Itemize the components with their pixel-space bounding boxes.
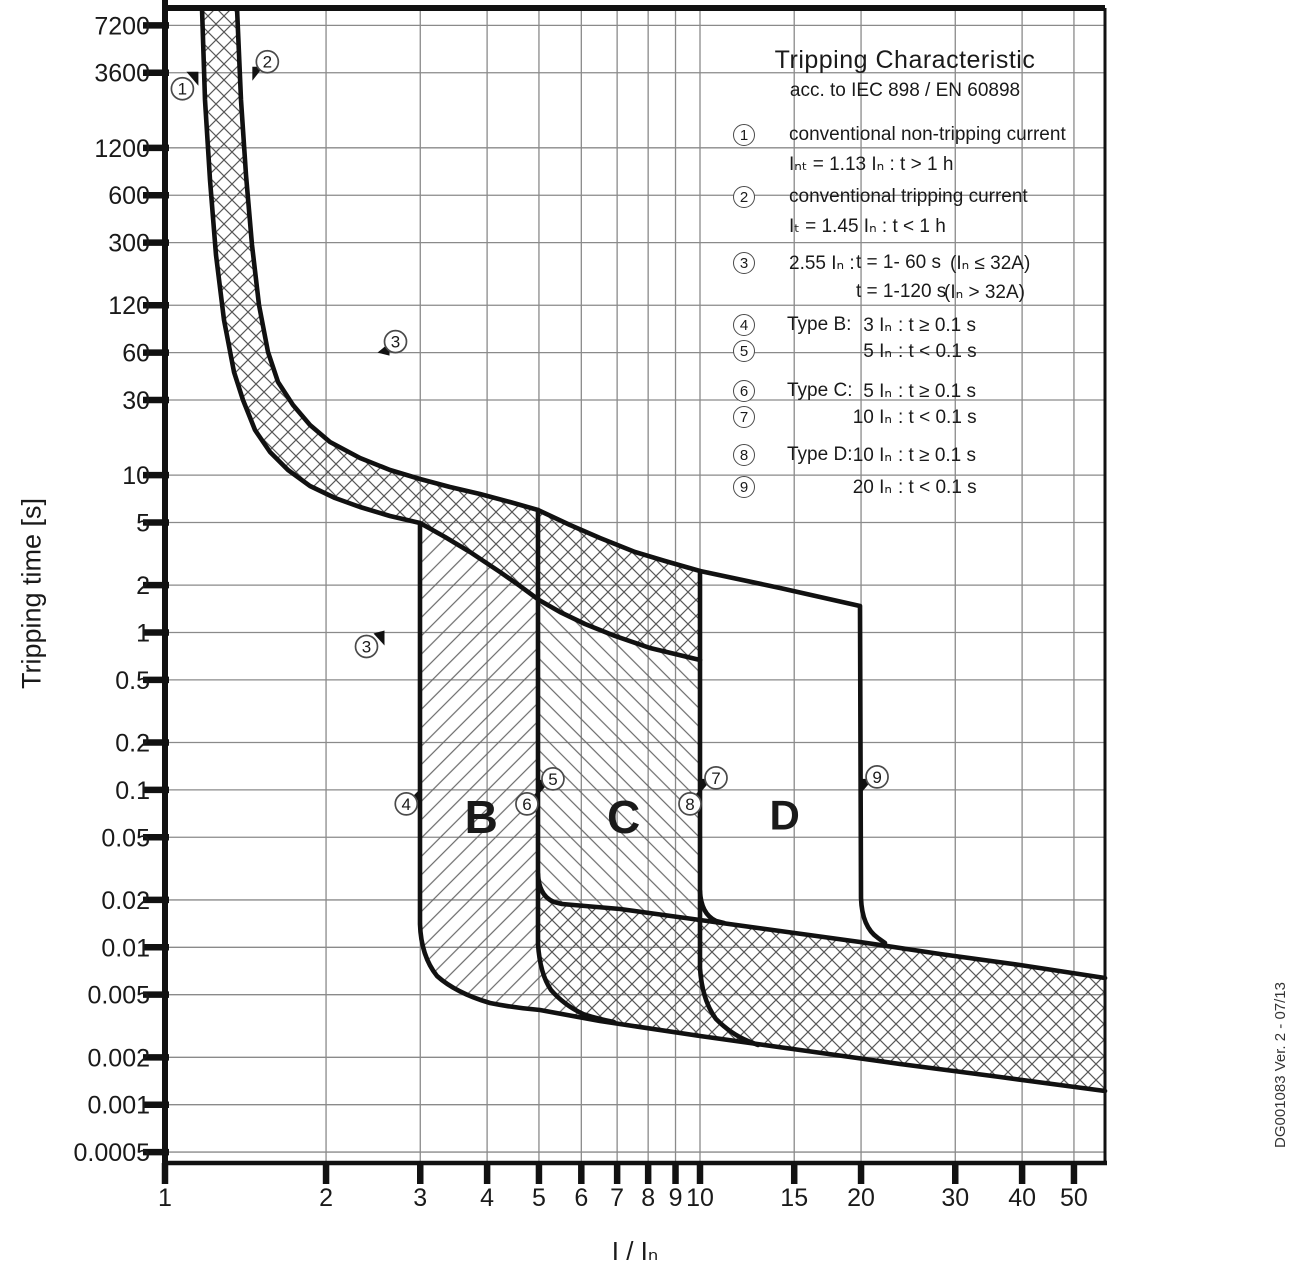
region-label-C: C: [607, 790, 641, 843]
marker-number: 1: [177, 79, 188, 99]
marker-number: 3: [390, 332, 401, 352]
cond: : t ≥ 0.1 s: [898, 445, 977, 466]
cond: : t ≥ 0.1 s: [898, 381, 977, 402]
chart-title: Tripping Characteristic: [774, 46, 1036, 74]
callout-marker-7: [701, 767, 727, 792]
legend-num-5: 5: [733, 340, 755, 362]
legend-formula-3-lead: 2.55 Iₙ :: [789, 253, 855, 274]
y-tick-label: 0.1: [115, 776, 150, 805]
y-tick-label: 0.01: [101, 934, 150, 963]
x-tick-label: 6: [574, 1184, 589, 1212]
x-tick-label: 4: [480, 1184, 495, 1212]
callout-marker-3: [377, 331, 406, 356]
qty: 3 Iₙ: [863, 315, 892, 336]
y-tick-label: 0.005: [87, 981, 150, 1010]
legend-formula-2: Iₜ = 1.45 Iₙ : t < 1 h: [789, 216, 946, 237]
y-tick-label: 1200: [94, 134, 150, 163]
legend-num-6: 6: [733, 380, 755, 402]
y-tick-label: 30: [122, 387, 150, 416]
y-tick-label: 0.0005: [73, 1139, 150, 1168]
legend-num-9: 9: [733, 476, 755, 498]
marker-number: 8: [685, 794, 695, 814]
legend-num-7: 7: [733, 406, 755, 428]
x-tick-label: 10: [686, 1184, 714, 1212]
legend-type-d-line1: [846, 444, 976, 467]
legend-type-d-line2: [846, 476, 977, 499]
marker-number: 3: [361, 637, 372, 657]
y-tick-label: 5: [136, 509, 150, 538]
y-tick-label: 0.05: [101, 824, 150, 853]
callout-marker-1: [171, 72, 198, 100]
legend-formula-3-t2: t = 1-120 s: [856, 281, 947, 302]
legend-formula-3-c2: (Iₙ > 32A): [944, 282, 1025, 303]
qty: 10 Iₙ: [852, 407, 892, 428]
marker-number: 2: [262, 52, 273, 72]
legend-formula-1: Iₙₜ = 1.13 Iₙ : t > 1 h: [789, 154, 954, 175]
legend-type-b-line2: [846, 340, 977, 363]
legend-num-3: 3: [733, 252, 755, 274]
x-tick-label: 15: [780, 1184, 809, 1212]
y-tick-label: 0.002: [87, 1044, 150, 1073]
x-tick-label: 50: [1060, 1184, 1088, 1212]
cond: : t < 0.1 s: [898, 477, 977, 498]
document-version-note: DG001083 Ver. 2 - 07/13: [1271, 982, 1289, 1148]
legend-num-2: 2: [733, 186, 755, 208]
x-tick-label: 5: [531, 1184, 546, 1212]
region-fills: [202, 8, 1105, 1091]
x-tick-label: 9: [668, 1184, 683, 1212]
callout-marker-4: [395, 788, 421, 815]
legend-formula-3-c1: (Iₙ ≤ 32A): [950, 253, 1031, 274]
marker-number: 6: [522, 794, 532, 814]
x-tick-label: 3: [413, 1184, 428, 1212]
y-tick-label: 0.02: [101, 886, 150, 915]
region-label-B: B: [464, 790, 498, 843]
qty: 10 Iₙ: [852, 445, 892, 466]
x-tick-label: 2: [319, 1184, 334, 1212]
cond: : t ≥ 0.1 s: [898, 315, 977, 336]
legend-num-1: 1: [733, 124, 755, 146]
legend-text-1: conventional non-tripping current: [789, 124, 1066, 145]
region-label-D: D: [769, 791, 800, 839]
marker-number: 9: [872, 767, 882, 787]
callout-marker-2: [252, 51, 278, 81]
y-tick-label: 7200: [94, 12, 150, 41]
y-tick-label: 300: [108, 229, 150, 258]
cond: : t < 0.1 s: [898, 407, 977, 428]
callout-marker-9: [862, 766, 888, 792]
legend-num-4: 4: [733, 314, 755, 336]
qty: 20 Iₙ: [852, 477, 892, 498]
cond: : t < 0.1 s: [898, 341, 977, 362]
marker-number: 7: [711, 768, 721, 788]
y-tick-label: 10: [122, 462, 150, 491]
callout-marker-3: [355, 631, 384, 658]
x-tick-label: 7: [610, 1184, 625, 1212]
y-tick-label: 0.5: [115, 666, 150, 695]
x-tick-label: 30: [941, 1184, 970, 1212]
y-axis-title: Tripping time [s]: [16, 497, 47, 690]
marker-number: 5: [548, 769, 558, 789]
y-tick-label: 3600: [94, 59, 150, 88]
x-tick-label: 20: [847, 1184, 875, 1212]
x-tick-label: 8: [641, 1184, 656, 1212]
legend-type-c-line1: [846, 380, 976, 403]
y-tick-label: 0.001: [87, 1091, 150, 1120]
marker-number: 4: [401, 794, 411, 814]
legend-num-8: 8: [733, 444, 755, 466]
y-tick-label: 2: [136, 572, 150, 601]
legend-type-c-label: Type C:: [787, 380, 853, 401]
legend-type-d-label: Type D:: [787, 444, 853, 465]
y-tick-label: 120: [108, 292, 150, 321]
y-tick-label: 600: [108, 182, 150, 211]
qty: 5 Iₙ: [863, 341, 892, 362]
legend-type-b-label: Type B:: [787, 314, 852, 335]
x-tick-label: 40: [1008, 1184, 1037, 1212]
legend-type-b-line1: [846, 314, 976, 337]
y-tick-label: 60: [122, 339, 150, 368]
x-tick-label: 1: [158, 1184, 172, 1212]
y-tick-label: 0.2: [115, 729, 150, 758]
y-tick-label: 1: [136, 619, 150, 648]
chart-subtitle: acc. to IEC 898 / EN 60898: [789, 80, 1021, 101]
legend-formula-3-t1: t = 1- 60 s: [856, 252, 942, 273]
qty: 5 Iₙ: [863, 381, 892, 402]
x-axis-title: I / Iₙ: [611, 1236, 659, 1266]
legend-type-c-line2: [846, 406, 977, 429]
legend-text-2: conventional tripping current: [789, 186, 1028, 207]
